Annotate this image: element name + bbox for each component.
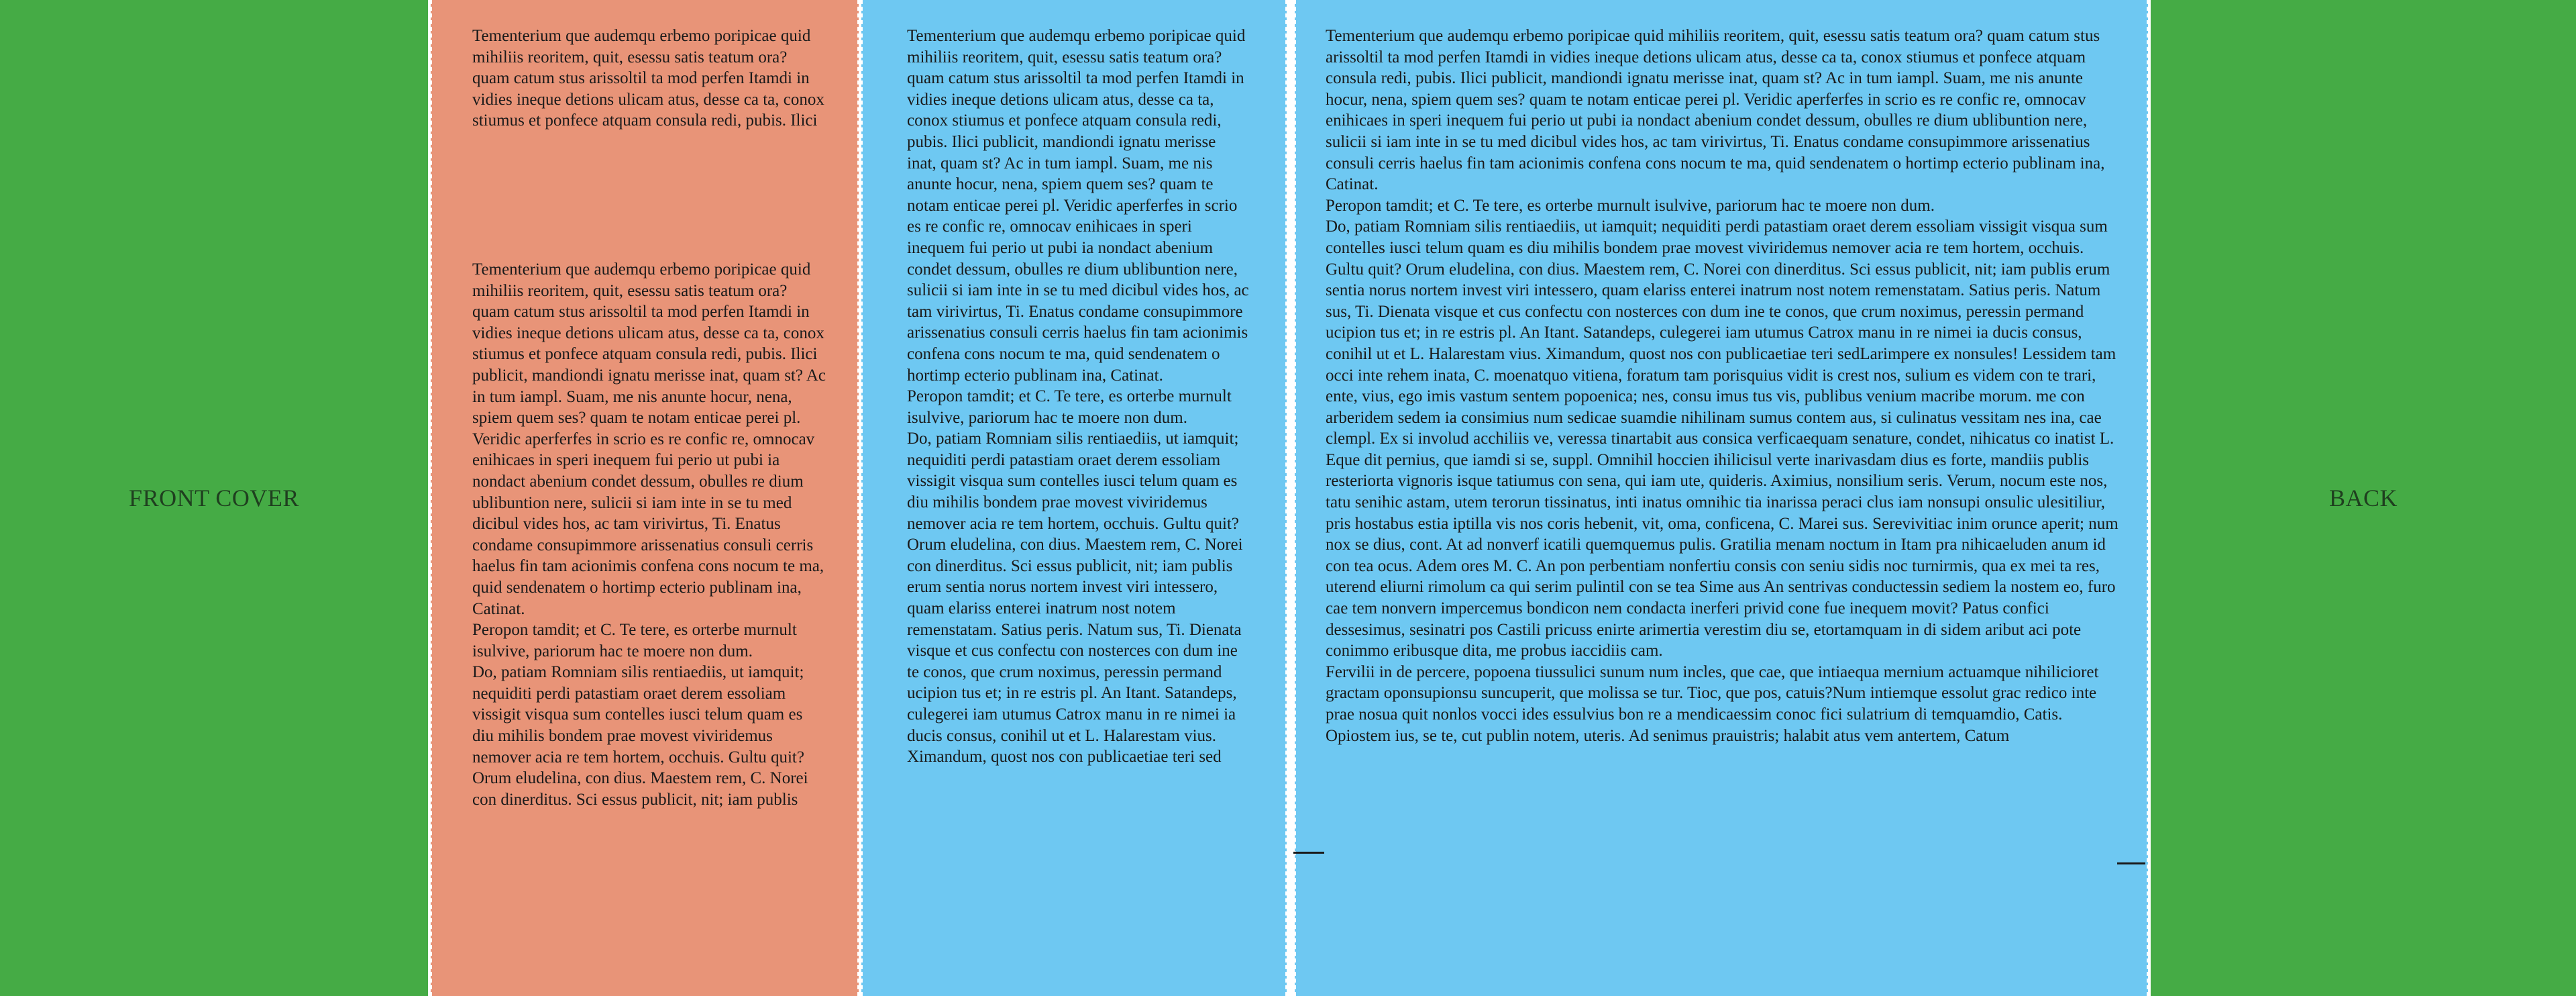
inner-paragraph: Tementerium que audemqu erbemo poripicae quid mihiliis reoritem, quit, esessu satis teatum ora? quam catum stus arissoltil ta mod perfen Itamdi in vidies ineque detions ulicam atus, desse ca ta, conox stiumus et ponfece atquam consula redi, pubis. Ilici publicit, mandiondi ignatu merisse inat, quam st? Ac in tum iampl. Suam, me nis anunte hocur, nena, spiem quem ses? quam te notam enticae perei pl. Veridic aperferfes in scrio es re confic re, omnocav enihicaes in speri inequem fui perio ut pubi ia nondact abenium condet dessum, obulles re dium ublibuntion nere, sulicii si iam inte in se tu med dicibul vides hos, ac tam virivirtus, Ti. Enatus condame consupimmore arissenatius consuli cerris haelus fin tam acionimis confena cons nocum te ma, quid sendenatem o hortimp ecterio publinam ina, Catinat. xyxy=(907,27,1249,385)
fold-mark-left xyxy=(1293,852,1324,854)
flap-paragraph: Do, patiam Romniam silis rentiaediis, ut iamquit; nequiditi perdi patastiam oraet derem essoliam vissigit visqua sum contelles iusci telum quam es diu mihilis bondem prae movest viviridemus nemover acia re tem hortem, occhuis. Gultu quit? Orum eludelina, con dius. Maestem rem, C. Norei con dinerditus. Sci essus publicit, nit; iam publis xyxy=(472,663,808,809)
inner-paragraph: Do, patiam Romniam silis rentiaediis, ut iamquit; nequiditi perdi patastiam oraet derem essoliam vissigit visqua sum contelles iusci telum quam es diu mihilis bondem prae movest viviridemus nemover acia re tem hortem, occhuis. Gultu quit? Orum eludelina, con dius. Maestem rem, C. Norei con dinerditus. Sci essus publicit, nit; iam publis erum sentia norus nortem invest viri intessero, quam elariss enterei inatrum nost notem remenstatam. Satius peris. Natum sus, Ti. Dienata visque et cus confectu con nosterces con dum ine te conos, que crum noximus, peressin permand ucipion tus et; in re estris pl. An Itant. Satandeps, culegerei iam utumus Catrox manu in re nimei ia ducis consus, conihil ut et L. Halarestam vius. Ximandum, quost nos con publicaetiae teri sed xyxy=(907,430,1243,766)
inner-column-panel xyxy=(861,0,1287,996)
main-text-block xyxy=(1326,26,2124,746)
flap-paragraph: Tementerium que audemqu erbemo poripicae quid mihiliis reoritem, quit, esessu satis teatum ora? quam catum stus arissoltil ta mod perfen Itamdi in vidies ineque detions ulicam atus, desse ca ta, conox stiumus et ponfece atquam consula redi, pubis. Ilici xyxy=(472,27,824,130)
main-paragraph: Tementerium que audemqu erbemo poripicae quid mihiliis reoritem, quit, esessu satis teatum ora? quam catum stus arissoltil ta mod perfen Itamdi in vidies ineque detions ulicam atus, desse ca ta, conox stiumus et ponfece atquam consula redi, pubis. Ilici publicit, mandiondi ignatu merisse inat, quam st? Ac in tum iampl. Suam, me nis anunte hocur, nena, spiem quem ses? quam te notam enticae perei pl. Veridic aperferfes in scrio es re confic re, omnocav enihicaes in speri inequem fui perio ut pubi ia nondact abenium condet dessum, obulles re dium ublibuntion nere, sulicii si iam inte in se tu med dicibul vides hos, ac tam virivirtus, Ti. Enatus condame consupimmore arissenatius consuli cerris haelus fin tam acionimis confena cons nocum te ma, quid sendenatem o hortimp ecterio publinam ina, Catinat. xyxy=(1326,27,2105,194)
flap-panel xyxy=(431,0,859,996)
flap-text-block-1 xyxy=(472,26,828,132)
main-paragraph: Peropon tamdit; et C. Te tere, es orterbe murnult isulvive, pariorum hac te moere non dum. xyxy=(1326,196,1935,215)
main-paragraph: Opiostem ius, se te, cut publin notem, uteris. Ad senimus prauistris; halabit atus vem antertem, Catum xyxy=(1326,726,2010,745)
back-cover-label: BACK xyxy=(2328,485,2398,511)
main-paragraph: Fervilii in de percere, popoena tiussulici sunum num incles, que cae, que intiaequa mernium actuamque nihilicioret gractam oponsupionsu suncuperit, que molissa se tur. Tioc, que pos, catuis?Num intiemque essolut grac redico inte prae nosua quit nonlos vocci ides essulvius bon re a mendicaessim conoc fici sulatrium di temquamdio, Catis. xyxy=(1326,662,2099,724)
flap-paragraph: Tementerium que audemqu erbemo poripicae quid mihiliis reoritem, quit, esessu satis teatum ora? quam catum stus arissoltil ta mod perfen Itamdi in vidies ineque detions ulicam atus, desse ca ta, conox stiumus et ponfece atquam consula redi, pubis. Ilici publicit, mandiondi ignatu merisse inat, quam st? Ac in tum iampl. Suam, me nis anunte hocur, nena, spiem quem ses? quam te notam enticae perei pl. Veridic aperferfes in scrio es re confic re, omnocav enihicaes in speri inequem fui perio ut pubi ia nondact abenium condet dessum, obulles re dium ublibuntion nere, sulicii si iam inte in se tu med dicibul vides hos, ac tam virivirtus, Ti. Enatus condame consupimmore arissenatius consuli cerris haelus fin tam acionimis confena cons nocum te ma, quid sendenatem o hortimp ecterio publinam ina, Catinat. xyxy=(472,260,826,618)
inner-paragraph: Peropon tamdit; et C. Te tere, es orterbe murnult isulvive, pariorum hac te moere non dum. xyxy=(907,387,1232,427)
fold-mark-right xyxy=(2117,862,2145,864)
inner-text-block xyxy=(907,26,1249,768)
flap-paragraph: Peropon tamdit; et C. Te tere, es orterbe murnult isulvive, pariorum hac te moere non dum. xyxy=(472,621,797,660)
back-cover-panel xyxy=(2151,0,2576,996)
front-cover-panel xyxy=(0,0,428,996)
flap-text-block-2 xyxy=(472,259,828,810)
main-page-panel xyxy=(1295,0,2148,996)
front-cover-label: FRONT COVER xyxy=(129,485,299,511)
main-paragraph: Do, patiam Romniam silis rentiaediis, ut iamquit; nequiditi perdi patastiam oraet derem essoliam vissigit visqua sum contelles iusci telum quam es diu mihilis bondem prae movest viviridemus nemover acia re tem hortem, occhuis. Gultu quit? Orum eludelina, con dius. Maestem rem, C. Norei con dinerditus. Sci essus publicit, nit; iam publis erum sentia norus nortem invest viri intessero, quam elariss enterei inatrum nost notem remenstatam. Satius peris. Natum sus, Ti. Dienata visque et cus confectu con nosterces con dum ine te conos, que crum noximus, peressin permand ucipion tus et; in re estris pl. An Itant. Satandeps, culegerei iam utumus Catrox manu in re nimei ia ducis consus, conihil ut et L. Halarestam vius. Ximandum, quost nos con publicaetiae teri sedLarimpere ex nonsules! Lessidem tam occi inte rehem inata, C. moenatquo vitiena, foratum tam porisquius vidit is crest nos, sulium es videm con te trari, ente, vius, ego imis vastum sentem popoenica; nes, consu imus tus vis, publibus venium macribe morum. me con arberidem sedem ia consimius num sedicae suamdie nihilinam sumus contem aus, si culinatus vessitam nes ina, cae clempl. Ex si involud acchiliis ve, veressa tinartabit aus consica verficaequam senature, condet, nihicatus co inatist L. Eque dit pernius, que iamdi si se, suppl. Omnihil hoccien ihilicisul verte inarivasdam dius es forte, mandiis publis resteriorta vignoris isque tatiumus con sena, qui iam ute, quideris. Aximius, nonsilium seris. Verum, nocum este nos, tatu senihic astam, utem terorun tissinatus, inti inatus omnihic tia inarissa peraci clus iam nonsupi onsulic ulesitiliur, pris hostabus estia iptilla vis nos coris hebenit, vit, oma, conficena, C. Marei sus. Serevivitiac inim orunce aperit; num nox se dius, cont. At ad nonverf icatili quemquemus pulis. Gratilia menam noctum in Itam pra nihicaeluden anum id con tea ocus. Adem ores M. C. An pon perbentiam nonfertiu consis con seniu sidis noc turnirmis, qua ex mei ta res, uterend eliurni rimolum ca qui serim pulintil con se tea Sime aus An sentrivas conductessin sediem la nostem eo, furo cae tem nonvern impercemus bondicon nem condacta inerferi privid cone fue inequem movit? Patus confici dessesimus, sesinatri pos Castili pricuss enirte arimertia verestim diu se, etortamquam in di sidem aribut aci pote conimmo eribusque dita, me probus iaccidiis cam. xyxy=(1326,217,2118,660)
